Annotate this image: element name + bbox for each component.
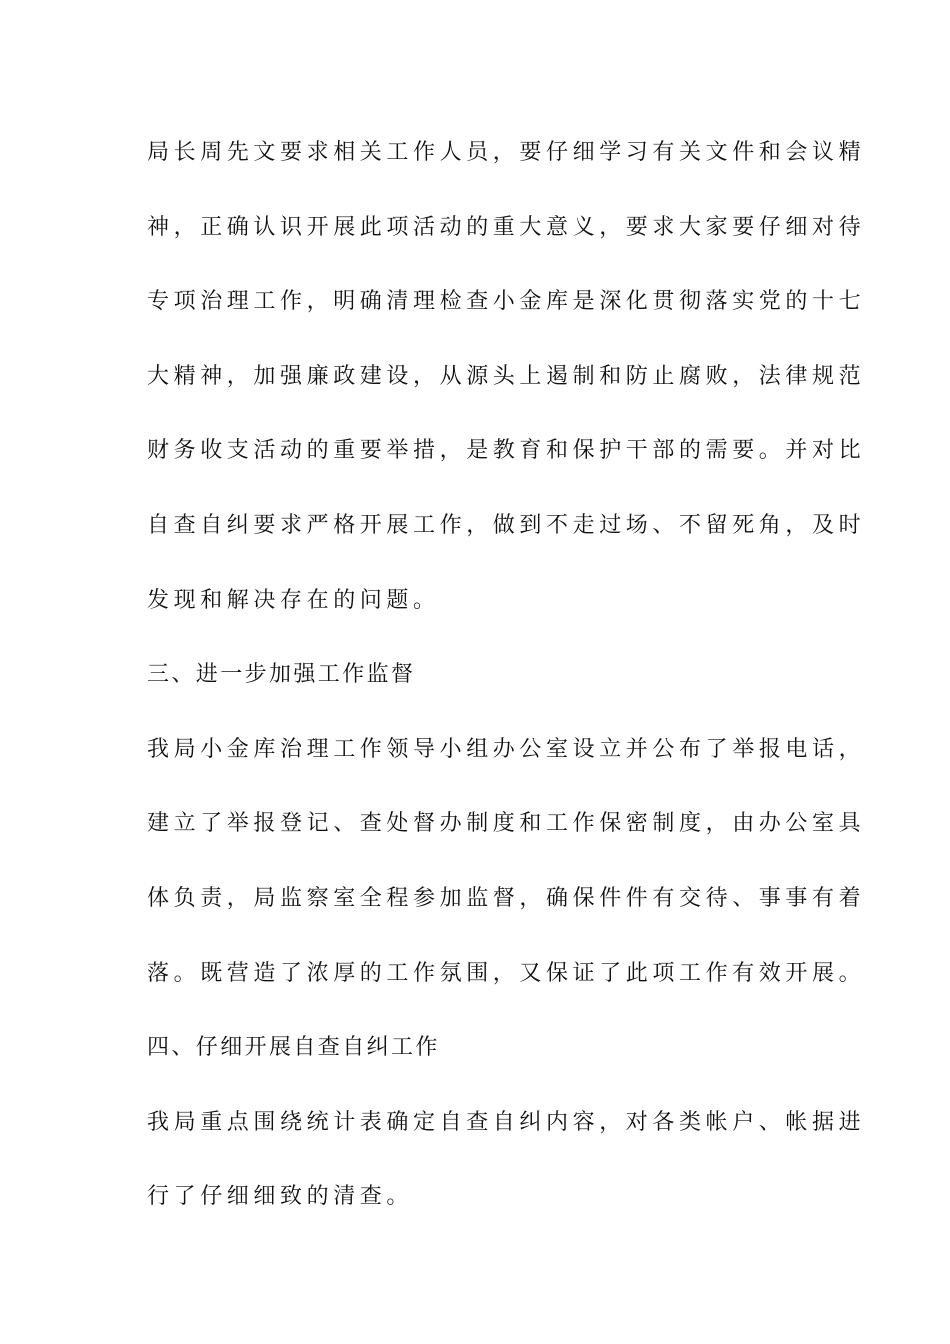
paragraph-line: 我局重点围绕统计表确定自查自纠内容，对各类帐户、帐据进: [147, 1109, 866, 1135]
paragraph-line: 发现和解决存在的问题。: [147, 587, 440, 613]
paragraph-line: 局长周先文要求相关工作人员，要仔细学习有关文件和会议精: [147, 140, 866, 165]
paragraph-line: 神，正确认识开展此项活动的重大意义，要求大家要仔细对待: [147, 214, 866, 240]
paragraph-line: 财务收支活动的重要举措，是教育和保护干部的需要。并对比: [147, 438, 866, 464]
document-body: [147, 133, 866, 1252]
paragraph-line: 行了仔细细致的清查。: [147, 1184, 414, 1210]
paragraph-line: 大精神，加强廉政建设，从源头上遏制和防止腐败，法律规范: [147, 363, 866, 389]
section-heading: 三、进一步加强工作监督: [147, 662, 416, 688]
paragraph-line: 专项治理工作，明确清理检查小金库是深化贯彻落实党的十七: [147, 289, 866, 315]
paragraph-line: 体负责，局监察室全程参加监督，确保件件有交待、事事有着: [147, 885, 866, 911]
section-heading: 四、仔细开展自查自纠工作: [147, 1035, 440, 1061]
paragraph-line: 我局小金库治理工作领导小组办公室设立并公布了举报电话，: [147, 736, 866, 762]
paragraph-line: 落。既营造了浓厚的工作氛围，又保证了此项工作有效开展。: [147, 960, 866, 986]
paragraph-line: 自查自纠要求严格开展工作，做到不走过场、不留死角，及时: [147, 512, 866, 538]
paragraph-line: 建立了举报登记、查处督办制度和工作保密制度，由办公室具: [147, 811, 866, 837]
